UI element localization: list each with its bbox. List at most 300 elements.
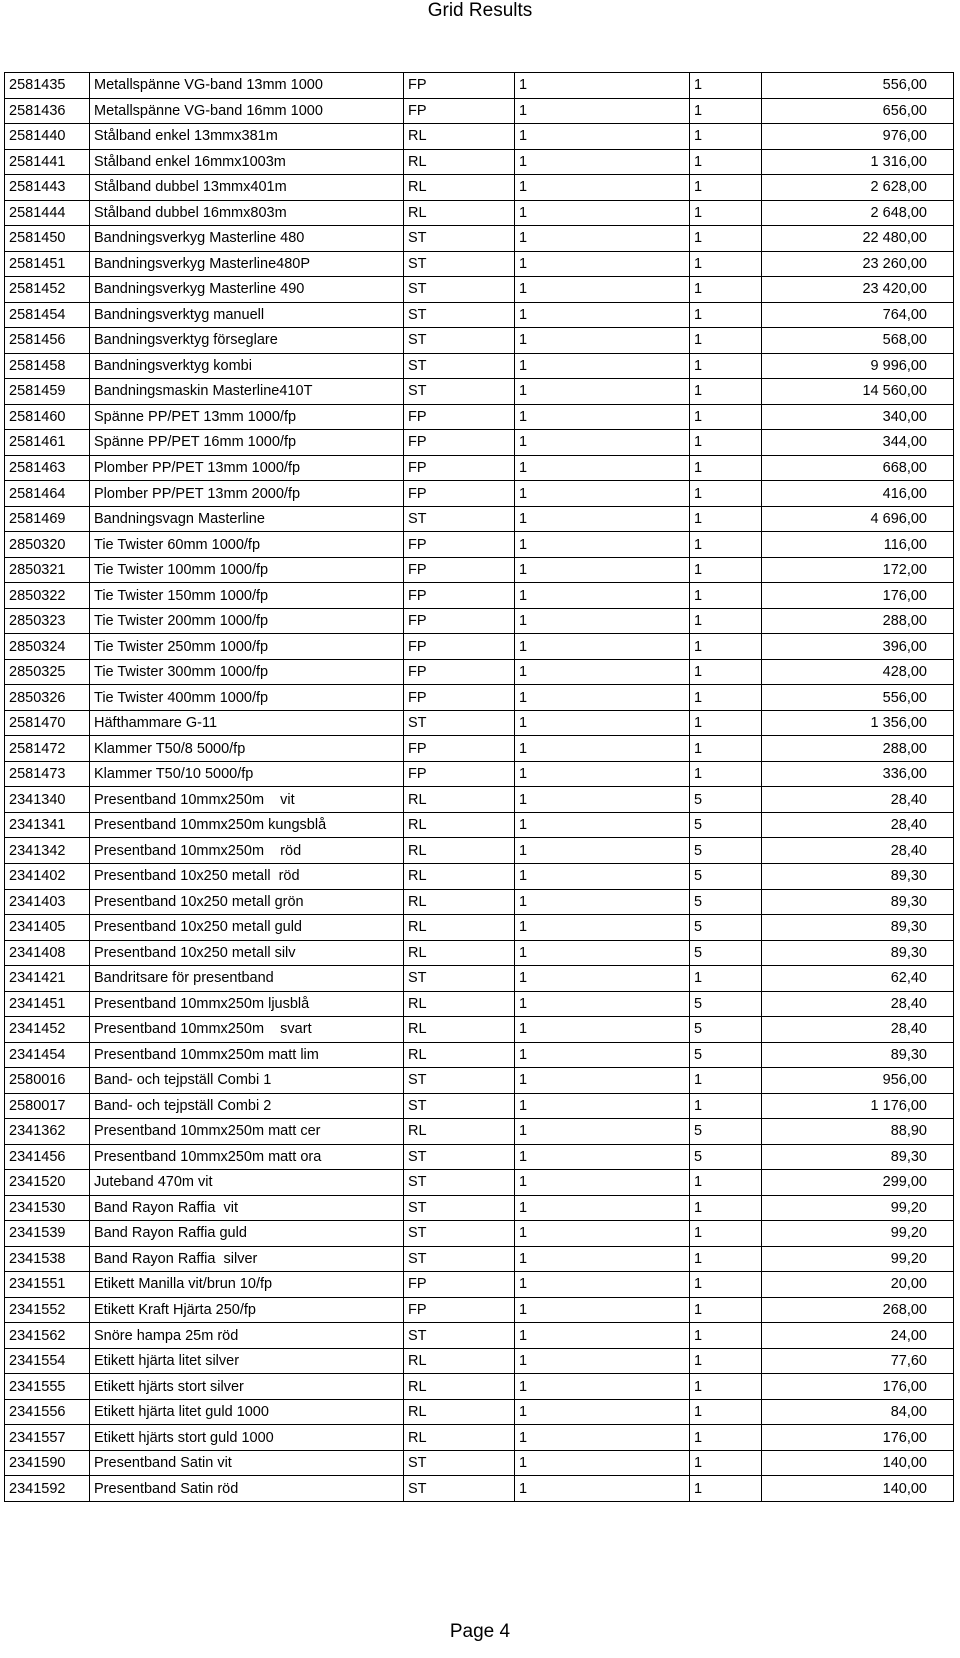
price-cell: 2 628,00 xyxy=(762,175,954,201)
unit-cell: FP xyxy=(404,98,515,124)
quantity-cell: 1 xyxy=(515,1323,690,1349)
table-row xyxy=(5,761,954,787)
price-cell: 28,40 xyxy=(762,838,954,864)
table-row xyxy=(5,98,954,124)
article-number-cell: 2850326 xyxy=(5,685,90,711)
pack-quantity-cell: 1 xyxy=(690,1348,762,1374)
pack-quantity-cell: 1 xyxy=(690,481,762,507)
table-row xyxy=(5,685,954,711)
article-number-cell: 2581436 xyxy=(5,98,90,124)
unit-cell: FP xyxy=(404,481,515,507)
quantity-cell: 1 xyxy=(515,226,690,252)
table-row xyxy=(5,149,954,175)
pack-quantity-cell: 5 xyxy=(690,991,762,1017)
description-cell: Presentband Satin röd xyxy=(90,1476,404,1502)
pack-quantity-cell: 1 xyxy=(690,1221,762,1247)
quantity-cell: 1 xyxy=(515,149,690,175)
article-number-cell: 2341551 xyxy=(5,1272,90,1298)
pack-quantity-cell: 1 xyxy=(690,124,762,150)
description-cell: Presentband 10mmx250m matt lim xyxy=(90,1042,404,1068)
price-cell: 89,30 xyxy=(762,1144,954,1170)
pack-quantity-cell: 1 xyxy=(690,328,762,354)
quantity-cell: 1 xyxy=(515,1017,690,1043)
article-number-cell: 2341402 xyxy=(5,863,90,889)
article-number-cell: 2341456 xyxy=(5,1144,90,1170)
table-row xyxy=(5,1450,954,1476)
article-number-cell: 2580017 xyxy=(5,1093,90,1119)
table-row xyxy=(5,608,954,634)
table-row xyxy=(5,1425,954,1451)
unit-cell: ST xyxy=(404,1195,515,1221)
description-cell: Plomber PP/PET 13mm 1000/fp xyxy=(90,455,404,481)
description-cell: Etikett Kraft Hjärta 250/fp xyxy=(90,1297,404,1323)
description-cell: Bandningsvagn Masterline xyxy=(90,506,404,532)
article-number-cell: 2341530 xyxy=(5,1195,90,1221)
description-cell: Band Rayon Raffia guld xyxy=(90,1221,404,1247)
unit-cell: FP xyxy=(404,404,515,430)
article-number-cell: 2341452 xyxy=(5,1017,90,1043)
quantity-cell: 1 xyxy=(515,608,690,634)
pack-quantity-cell: 5 xyxy=(690,1017,762,1043)
pack-quantity-cell: 1 xyxy=(690,1450,762,1476)
quantity-cell: 1 xyxy=(515,302,690,328)
pack-quantity-cell: 1 xyxy=(690,404,762,430)
quantity-cell: 1 xyxy=(515,1272,690,1298)
quantity-cell: 1 xyxy=(515,1119,690,1145)
price-cell: 20,00 xyxy=(762,1272,954,1298)
table-row xyxy=(5,277,954,303)
table-row xyxy=(5,787,954,813)
article-number-cell: 2341454 xyxy=(5,1042,90,1068)
price-cell: 89,30 xyxy=(762,915,954,941)
article-number-cell: 2850324 xyxy=(5,634,90,660)
pack-quantity-cell: 1 xyxy=(690,736,762,762)
pack-quantity-cell: 1 xyxy=(690,506,762,532)
description-cell: Metallspänne VG-band 16mm 1000 xyxy=(90,98,404,124)
pack-quantity-cell: 1 xyxy=(690,685,762,711)
quantity-cell: 1 xyxy=(515,1450,690,1476)
price-cell: 62,40 xyxy=(762,966,954,992)
table-row xyxy=(5,1399,954,1425)
article-number-cell: 2341340 xyxy=(5,787,90,813)
quantity-cell: 1 xyxy=(515,175,690,201)
quantity-cell: 1 xyxy=(515,761,690,787)
table-row xyxy=(5,1221,954,1247)
quantity-cell: 1 xyxy=(515,353,690,379)
unit-cell: RL xyxy=(404,1399,515,1425)
unit-cell: ST xyxy=(404,226,515,252)
table-row xyxy=(5,200,954,226)
price-cell: 176,00 xyxy=(762,1425,954,1451)
pack-quantity-cell: 1 xyxy=(690,1323,762,1349)
description-cell: Stålband enkel 16mmx1003m xyxy=(90,149,404,175)
article-number-cell: 2341557 xyxy=(5,1425,90,1451)
quantity-cell: 1 xyxy=(515,404,690,430)
description-cell: Bandningsverktyg kombi xyxy=(90,353,404,379)
pack-quantity-cell: 5 xyxy=(690,787,762,813)
table-row xyxy=(5,226,954,252)
unit-cell: ST xyxy=(404,353,515,379)
description-cell: Presentband 10x250 metall röd xyxy=(90,863,404,889)
table-row xyxy=(5,812,954,838)
pack-quantity-cell: 1 xyxy=(690,430,762,456)
article-number-cell: 2341451 xyxy=(5,991,90,1017)
article-number-cell: 2581441 xyxy=(5,149,90,175)
unit-cell: RL xyxy=(404,812,515,838)
description-cell: Juteband 470m vit xyxy=(90,1170,404,1196)
article-number-cell: 2341554 xyxy=(5,1348,90,1374)
table-row xyxy=(5,557,954,583)
pack-quantity-cell: 1 xyxy=(690,175,762,201)
price-cell: 89,30 xyxy=(762,889,954,915)
pack-quantity-cell: 1 xyxy=(690,608,762,634)
price-cell: 140,00 xyxy=(762,1476,954,1502)
pack-quantity-cell: 1 xyxy=(690,277,762,303)
description-cell: Stålband dubbel 13mmx401m xyxy=(90,175,404,201)
pack-quantity-cell: 1 xyxy=(690,302,762,328)
price-cell: 4 696,00 xyxy=(762,506,954,532)
article-number-cell: 2581461 xyxy=(5,430,90,456)
price-cell: 116,00 xyxy=(762,532,954,558)
article-number-cell: 2850325 xyxy=(5,659,90,685)
description-cell: Spänne PP/PET 16mm 1000/fp xyxy=(90,430,404,456)
article-number-cell: 2580016 xyxy=(5,1068,90,1094)
price-cell: 176,00 xyxy=(762,583,954,609)
pack-quantity-cell: 1 xyxy=(690,1246,762,1272)
table-row xyxy=(5,532,954,558)
article-number-cell: 2341403 xyxy=(5,889,90,915)
pack-quantity-cell: 1 xyxy=(690,379,762,405)
price-cell: 396,00 xyxy=(762,634,954,660)
quantity-cell: 1 xyxy=(515,940,690,966)
table-row xyxy=(5,379,954,405)
unit-cell: FP xyxy=(404,430,515,456)
price-cell: 668,00 xyxy=(762,455,954,481)
article-number-cell: 2341555 xyxy=(5,1374,90,1400)
quantity-cell: 1 xyxy=(515,481,690,507)
price-cell: 28,40 xyxy=(762,1017,954,1043)
article-number-cell: 2341538 xyxy=(5,1246,90,1272)
description-cell: Plomber PP/PET 13mm 2000/fp xyxy=(90,481,404,507)
quantity-cell: 1 xyxy=(515,1425,690,1451)
table-row xyxy=(5,1042,954,1068)
price-cell: 23 260,00 xyxy=(762,251,954,277)
table-row xyxy=(5,889,954,915)
quantity-cell: 1 xyxy=(515,1399,690,1425)
quantity-cell: 1 xyxy=(515,1068,690,1094)
description-cell: Metallspänne VG-band 13mm 1000 xyxy=(90,73,404,99)
price-cell: 14 560,00 xyxy=(762,379,954,405)
quantity-cell: 1 xyxy=(515,915,690,941)
quantity-cell: 1 xyxy=(515,1170,690,1196)
table-row xyxy=(5,1093,954,1119)
pack-quantity-cell: 5 xyxy=(690,838,762,864)
unit-cell: FP xyxy=(404,532,515,558)
price-cell: 77,60 xyxy=(762,1348,954,1374)
description-cell: Bandningsverkyg Masterline 480 xyxy=(90,226,404,252)
unit-cell: RL xyxy=(404,1119,515,1145)
quantity-cell: 1 xyxy=(515,430,690,456)
description-cell: Bandningsverktyg manuell xyxy=(90,302,404,328)
article-number-cell: 2581440 xyxy=(5,124,90,150)
pack-quantity-cell: 1 xyxy=(690,1093,762,1119)
unit-cell: RL xyxy=(404,1425,515,1451)
price-cell: 336,00 xyxy=(762,761,954,787)
table-row xyxy=(5,1246,954,1272)
pack-quantity-cell: 5 xyxy=(690,1042,762,1068)
description-cell: Band- och tejpställ Combi 2 xyxy=(90,1093,404,1119)
results-grid xyxy=(4,72,954,1502)
pack-quantity-cell: 5 xyxy=(690,812,762,838)
unit-cell: RL xyxy=(404,889,515,915)
pack-quantity-cell: 1 xyxy=(690,557,762,583)
description-cell: Bandritsare för presentband xyxy=(90,966,404,992)
quantity-cell: 1 xyxy=(515,98,690,124)
table-row xyxy=(5,710,954,736)
price-cell: 288,00 xyxy=(762,736,954,762)
table-row xyxy=(5,506,954,532)
pack-quantity-cell: 1 xyxy=(690,149,762,175)
unit-cell: FP xyxy=(404,634,515,660)
article-number-cell: 2581460 xyxy=(5,404,90,430)
price-cell: 23 420,00 xyxy=(762,277,954,303)
description-cell: Presentband 10x250 metall grön xyxy=(90,889,404,915)
table-row xyxy=(5,175,954,201)
pack-quantity-cell: 1 xyxy=(690,1170,762,1196)
description-cell: Tie Twister 100mm 1000/fp xyxy=(90,557,404,583)
price-cell: 956,00 xyxy=(762,1068,954,1094)
unit-cell: RL xyxy=(404,124,515,150)
quantity-cell: 1 xyxy=(515,277,690,303)
pack-quantity-cell: 5 xyxy=(690,1119,762,1145)
unit-cell: FP xyxy=(404,659,515,685)
quantity-cell: 1 xyxy=(515,1348,690,1374)
article-number-cell: 2341421 xyxy=(5,966,90,992)
price-cell: 89,30 xyxy=(762,863,954,889)
price-cell: 84,00 xyxy=(762,1399,954,1425)
table-row xyxy=(5,838,954,864)
pack-quantity-cell: 1 xyxy=(690,1195,762,1221)
pack-quantity-cell: 1 xyxy=(690,1374,762,1400)
pack-quantity-cell: 5 xyxy=(690,915,762,941)
pack-quantity-cell: 1 xyxy=(690,1068,762,1094)
description-cell: Bandningsverktyg förseglare xyxy=(90,328,404,354)
article-number-cell: 2850320 xyxy=(5,532,90,558)
quantity-cell: 1 xyxy=(515,73,690,99)
table-row xyxy=(5,1272,954,1298)
unit-cell: RL xyxy=(404,863,515,889)
quantity-cell: 1 xyxy=(515,1144,690,1170)
unit-cell: ST xyxy=(404,1323,515,1349)
results-grid-body xyxy=(5,73,954,1502)
table-row xyxy=(5,940,954,966)
price-cell: 176,00 xyxy=(762,1374,954,1400)
unit-cell: RL xyxy=(404,1017,515,1043)
pack-quantity-cell: 1 xyxy=(690,966,762,992)
article-number-cell: 2581456 xyxy=(5,328,90,354)
article-number-cell: 2581451 xyxy=(5,251,90,277)
price-cell: 9 996,00 xyxy=(762,353,954,379)
pack-quantity-cell: 5 xyxy=(690,889,762,915)
unit-cell: RL xyxy=(404,940,515,966)
price-cell: 764,00 xyxy=(762,302,954,328)
table-row xyxy=(5,430,954,456)
description-cell: Presentband 10x250 metall silv xyxy=(90,940,404,966)
unit-cell: RL xyxy=(404,175,515,201)
article-number-cell: 2850323 xyxy=(5,608,90,634)
price-cell: 140,00 xyxy=(762,1450,954,1476)
description-cell: Tie Twister 60mm 1000/fp xyxy=(90,532,404,558)
article-number-cell: 2581450 xyxy=(5,226,90,252)
pack-quantity-cell: 1 xyxy=(690,98,762,124)
price-cell: 99,20 xyxy=(762,1246,954,1272)
table-row xyxy=(5,1068,954,1094)
table-row xyxy=(5,915,954,941)
price-cell: 2 648,00 xyxy=(762,200,954,226)
article-number-cell: 2341342 xyxy=(5,838,90,864)
article-number-cell: 2581454 xyxy=(5,302,90,328)
table-row xyxy=(5,1017,954,1043)
price-cell: 268,00 xyxy=(762,1297,954,1323)
price-cell: 1 176,00 xyxy=(762,1093,954,1119)
price-cell: 89,30 xyxy=(762,1042,954,1068)
table-row xyxy=(5,1476,954,1502)
pack-quantity-cell: 1 xyxy=(690,659,762,685)
price-cell: 88,90 xyxy=(762,1119,954,1145)
table-row xyxy=(5,251,954,277)
quantity-cell: 1 xyxy=(515,838,690,864)
price-cell: 299,00 xyxy=(762,1170,954,1196)
article-number-cell: 2341556 xyxy=(5,1399,90,1425)
quantity-cell: 1 xyxy=(515,200,690,226)
pack-quantity-cell: 1 xyxy=(690,634,762,660)
description-cell: Presentband 10mmx250m röd xyxy=(90,838,404,864)
unit-cell: RL xyxy=(404,149,515,175)
pack-quantity-cell: 1 xyxy=(690,1297,762,1323)
table-row xyxy=(5,1170,954,1196)
price-cell: 416,00 xyxy=(762,481,954,507)
price-cell: 288,00 xyxy=(762,608,954,634)
description-cell: Bandningsverkyg Masterline480P xyxy=(90,251,404,277)
pack-quantity-cell: 1 xyxy=(690,1272,762,1298)
quantity-cell: 1 xyxy=(515,787,690,813)
table-row xyxy=(5,583,954,609)
description-cell: Etikett hjärts stort guld 1000 xyxy=(90,1425,404,1451)
description-cell: Presentband 10mmx250m matt cer xyxy=(90,1119,404,1145)
pack-quantity-cell: 5 xyxy=(690,940,762,966)
quantity-cell: 1 xyxy=(515,736,690,762)
table-row xyxy=(5,991,954,1017)
unit-cell: ST xyxy=(404,302,515,328)
description-cell: Etikett hjärta litet guld 1000 xyxy=(90,1399,404,1425)
article-number-cell: 2850321 xyxy=(5,557,90,583)
table-row xyxy=(5,863,954,889)
table-row xyxy=(5,1374,954,1400)
description-cell: Stålband dubbel 16mmx803m xyxy=(90,200,404,226)
table-row xyxy=(5,73,954,99)
description-cell: Etikett Manilla vit/brun 10/fp xyxy=(90,1272,404,1298)
unit-cell: FP xyxy=(404,1297,515,1323)
article-number-cell: 2341341 xyxy=(5,812,90,838)
pack-quantity-cell: 1 xyxy=(690,532,762,558)
quantity-cell: 1 xyxy=(515,328,690,354)
price-cell: 1 356,00 xyxy=(762,710,954,736)
price-cell: 89,30 xyxy=(762,940,954,966)
unit-cell: FP xyxy=(404,685,515,711)
article-number-cell: 2581452 xyxy=(5,277,90,303)
unit-cell: RL xyxy=(404,991,515,1017)
price-cell: 556,00 xyxy=(762,73,954,99)
price-cell: 556,00 xyxy=(762,685,954,711)
quantity-cell: 1 xyxy=(515,659,690,685)
table-row xyxy=(5,1195,954,1221)
unit-cell: FP xyxy=(404,608,515,634)
quantity-cell: 1 xyxy=(515,251,690,277)
unit-cell: ST xyxy=(404,1068,515,1094)
unit-cell: RL xyxy=(404,1042,515,1068)
quantity-cell: 1 xyxy=(515,506,690,532)
price-cell: 22 480,00 xyxy=(762,226,954,252)
price-cell: 428,00 xyxy=(762,659,954,685)
article-number-cell: 2341520 xyxy=(5,1170,90,1196)
price-cell: 340,00 xyxy=(762,404,954,430)
pack-quantity-cell: 1 xyxy=(690,761,762,787)
unit-cell: ST xyxy=(404,251,515,277)
article-number-cell: 2341362 xyxy=(5,1119,90,1145)
pack-quantity-cell: 1 xyxy=(690,710,762,736)
article-number-cell: 2581473 xyxy=(5,761,90,787)
page-header-title: Grid Results xyxy=(427,0,533,21)
table-row xyxy=(5,455,954,481)
unit-cell: ST xyxy=(404,1221,515,1247)
quantity-cell: 1 xyxy=(515,1476,690,1502)
unit-cell: ST xyxy=(404,710,515,736)
article-number-cell: 2341408 xyxy=(5,940,90,966)
description-cell: Band Rayon Raffia silver xyxy=(90,1246,404,1272)
unit-cell: ST xyxy=(404,328,515,354)
article-number-cell: 2341562 xyxy=(5,1323,90,1349)
table-row xyxy=(5,404,954,430)
description-cell: Presentband 10mmx250m svart xyxy=(90,1017,404,1043)
quantity-cell: 1 xyxy=(515,966,690,992)
description-cell: Häfthammare G-11 xyxy=(90,710,404,736)
quantity-cell: 1 xyxy=(515,124,690,150)
unit-cell: ST xyxy=(404,966,515,992)
description-cell: Bandningsverkyg Masterline 490 xyxy=(90,277,404,303)
pack-quantity-cell: 1 xyxy=(690,251,762,277)
price-cell: 28,40 xyxy=(762,812,954,838)
table-row xyxy=(5,736,954,762)
pack-quantity-cell: 5 xyxy=(690,1144,762,1170)
article-number-cell: 2341405 xyxy=(5,915,90,941)
description-cell: Presentband 10mmx250m matt ora xyxy=(90,1144,404,1170)
table-row xyxy=(5,1323,954,1349)
page-number: Page 4 xyxy=(449,1621,511,1642)
article-number-cell: 2341592 xyxy=(5,1476,90,1502)
article-number-cell: 2581472 xyxy=(5,736,90,762)
table-row xyxy=(5,1119,954,1145)
unit-cell: RL xyxy=(404,838,515,864)
article-number-cell: 2341539 xyxy=(5,1221,90,1247)
article-number-cell: 2581435 xyxy=(5,73,90,99)
pack-quantity-cell: 1 xyxy=(690,1476,762,1502)
unit-cell: ST xyxy=(404,1170,515,1196)
description-cell: Tie Twister 150mm 1000/fp xyxy=(90,583,404,609)
unit-cell: FP xyxy=(404,736,515,762)
description-cell: Klammer T50/8 5000/fp xyxy=(90,736,404,762)
unit-cell: ST xyxy=(404,379,515,405)
description-cell: Snöre hampa 25m röd xyxy=(90,1323,404,1349)
